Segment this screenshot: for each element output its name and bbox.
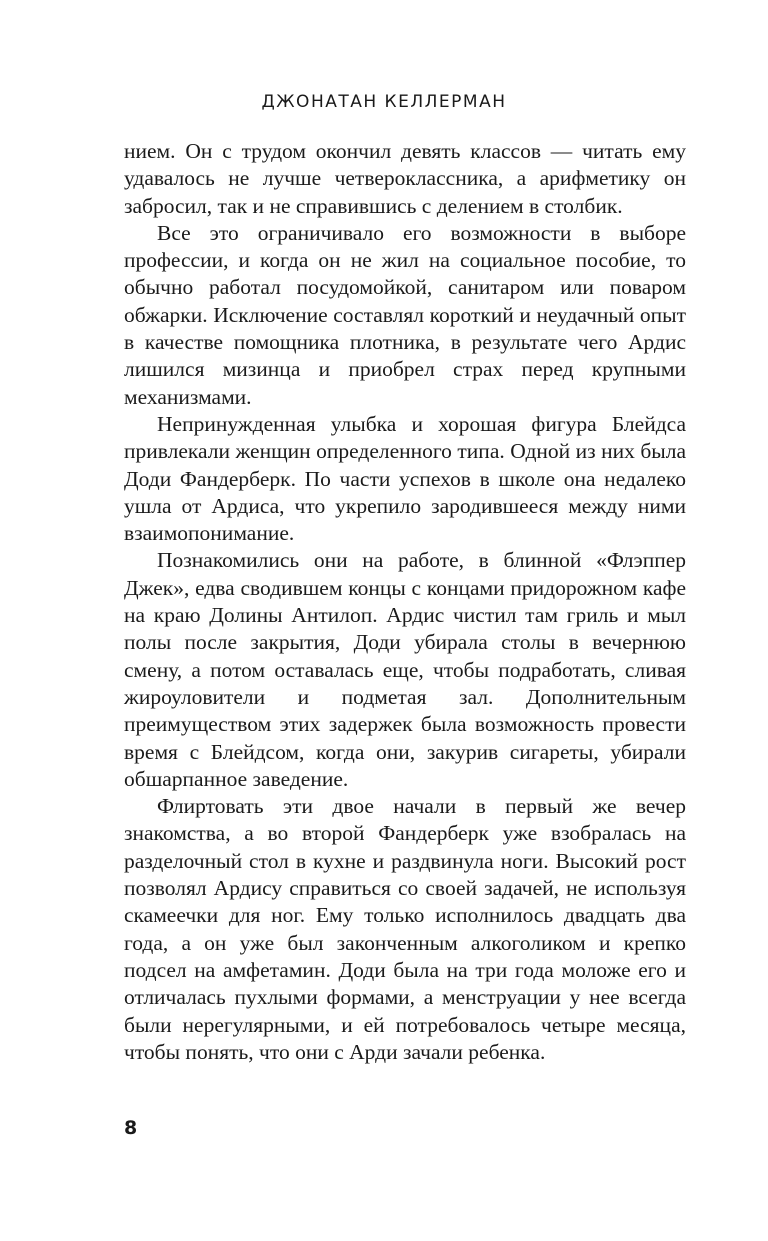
paragraph-1: нием. Он с трудом окончил девять классов — читать ему удавалось не лучше четвероклассника, а арифметику он забросил, так и не справившись с делением в столбик.: [124, 139, 686, 218]
page-number: 8: [124, 1117, 138, 1139]
paragraph-2: Все это ограничивало его возможности в выборе профессии, и когда он не жил на социальное пособие, то обычно работал посудомойкой, санитаром или поваром обжарки. Исключение составлял короткий и неудачный опыт в качестве помощника плотника, в результате чего Ардис лишился мизинца и приобрел страх перед крупными механизмами.: [124, 220, 686, 409]
paragraph-5: Флиртовать эти двое начали в первый же вечер знакомства, а во второй Фандерберк уже взобралась на разделочный стол в кухне и раздвинула ноги. Высокий рост позволял Ардису справиться со своей задачей, не используя скамеечки для ног. Ему только исполнилось двадцать два года, а он уже был законченным алкоголиком и крепко подсел на амфетамин. Доди была на три года моложе его и отличалась пухлыми формами, а менструации у нее всегда были нерегулярными, и ей потребовалось четыре месяца, чтобы понять, что они с Арди зачали ребенка.: [124, 794, 686, 1064]
paragraph-3: Непринужденная улыбка и хорошая фигура Блейдса привлекали женщин определенного типа. Одной из них была Доди Фандерберк. По части успехов в школе она недалеко ушла от Ардиса, что укрепило зародившееся между ними взаимопонимание.: [124, 411, 686, 546]
paragraph-4: Познакомились они на работе, в блинной «Флэппер Джек», едва сводившем концы с концами придорожном кафе на краю Долины Антилоп. Ардис чистил там гриль и мыл полы после закрытия, Доди убирала столы в вечернюю смену, а потом оставалась еще, чтобы подработать, сливая жироуловители и подметая зал. Дополнительным преимуществом этих задержек была возможность провести время с Блейдсом, когда они, закурив сигареты, убирали обшарпанное заведение.: [124, 548, 686, 791]
body-text: [124, 138, 686, 1066]
running-title: ДЖОНАТАН КЕЛЛЕРМАН: [261, 92, 507, 112]
